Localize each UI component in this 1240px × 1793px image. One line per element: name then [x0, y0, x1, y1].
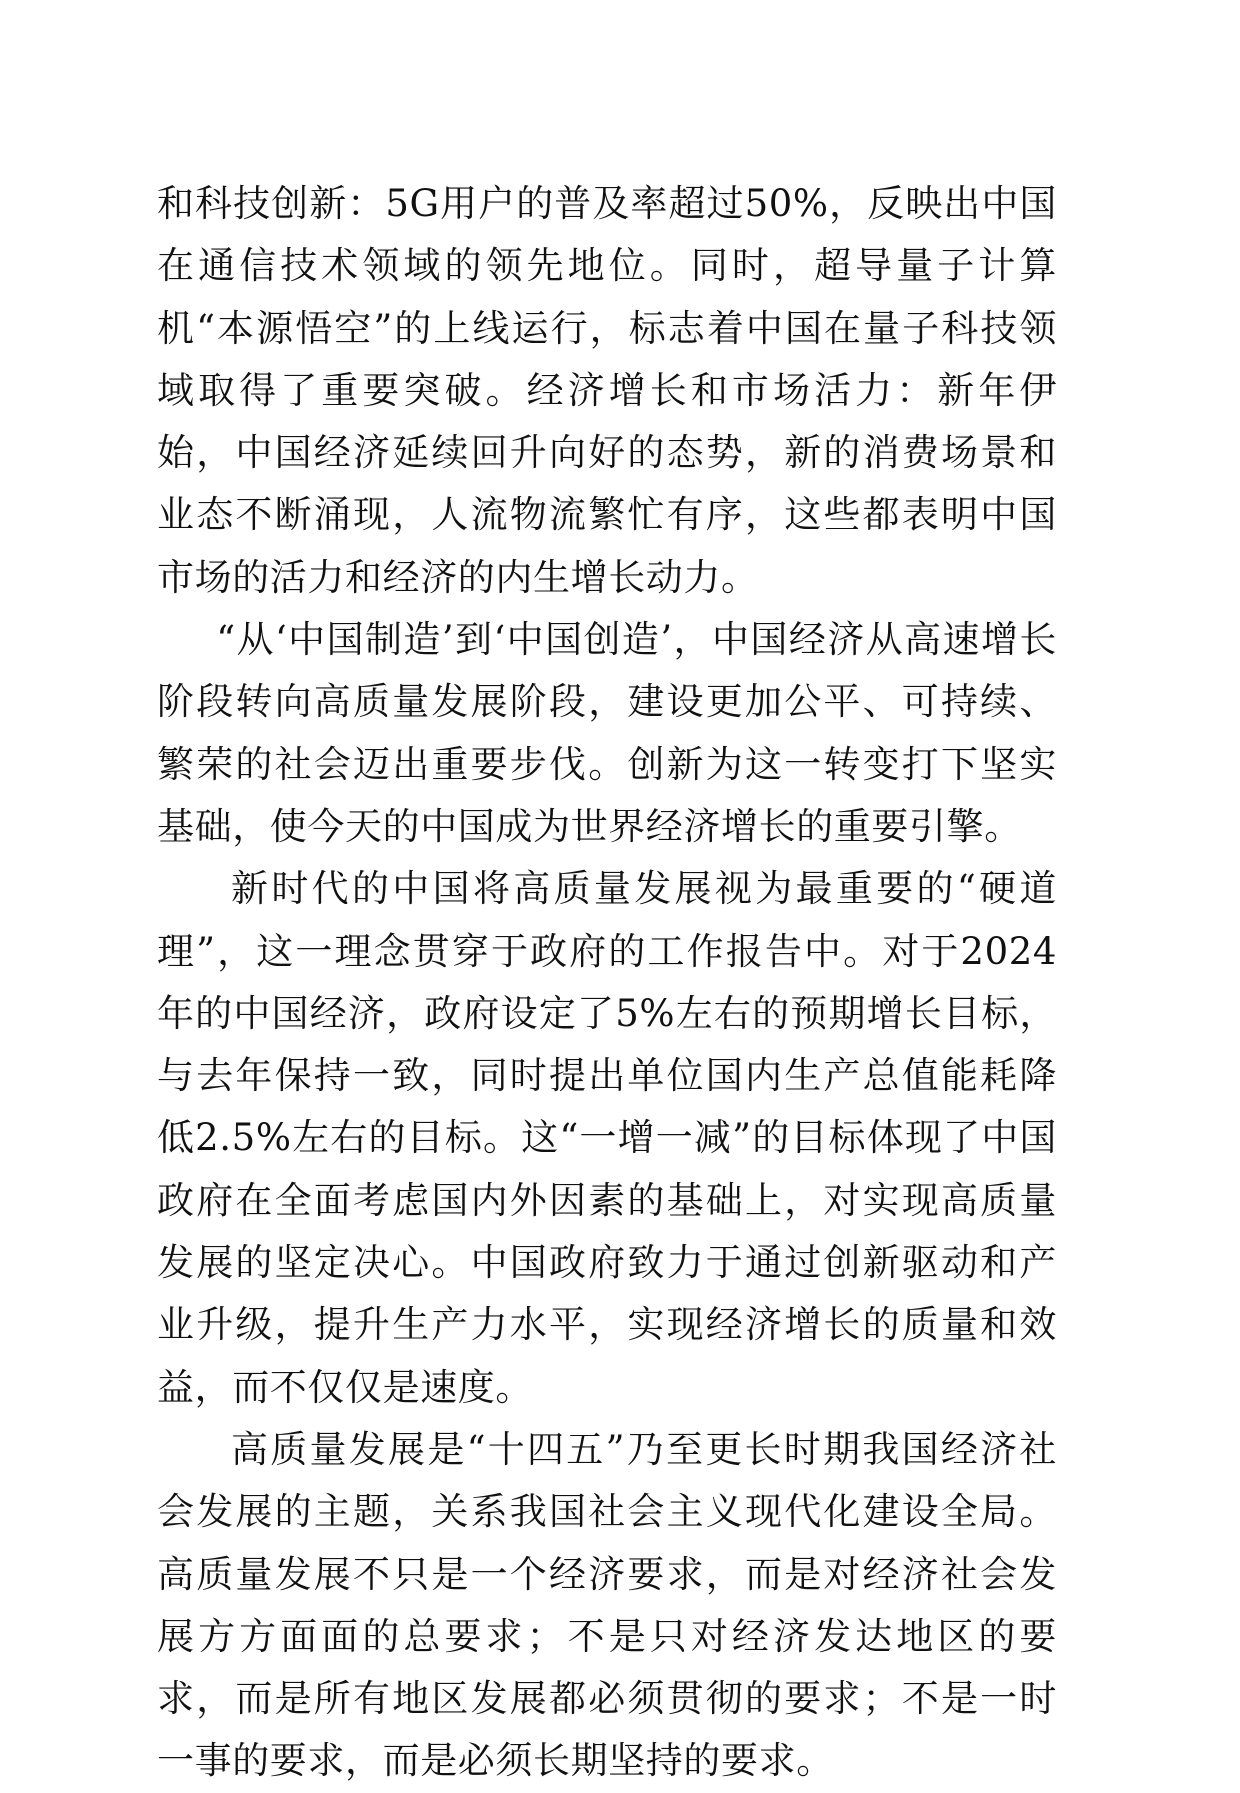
paragraph-high-quality-development: 高质量发展是“十四五”乃至更长时期我国经济社会发展的主题，关系我国社会主义现代化建设全局。高质量发展不只是一个经济要求，而是对经济社会发展方方面面的总要求；不是只对经济发达地区的要求，而是所有地区发展都必须贯彻的要求；不是一时一事的要求，而是必须长期坚持的要求。 — [157, 1427, 1057, 1783]
document-body — [157, 173, 1057, 1793]
paragraph-tech-innovation: 和科技创新：5G用户的普及率超过50%，反映出中国在通信技术领域的领先地位。同时，超导量子计算机“本源悟空”的上线运行，标志着中国在量子科技领域取得了重要突破。经济增长和市场活力：新年伊始，中国经济延续回升向好的态势，新的消费场景和业态不断涌现，人流物流繁忙有序，这些都表明中国市场的活力和经济的内生增长动力。 — [157, 182, 1057, 599]
paragraph-made-to-created: “从‘中国制造’到‘中国创造’，中国经济从高速增长阶段转向高质量发展阶段，建设更加公平、可持续、繁荣的社会迈出重要步伐。创新为这一转变打下坚实基础，使今天的中国成为世界经济增长的重要引擎。 — [157, 618, 1057, 848]
paragraph-hard-truth: 新时代的中国将高质量发展视为最重要的“硬道理”，这一理念贯穿于政府的工作报告中。对于2024年的中国经济，政府设定了5%左右的预期增长目标，与去年保持一致，同时提出单位国内生产总值能耗降低2.5%左右的目标。这“一增一减”的目标体现了中国政府在全面考虑国内外因素的基础上，对实现高质量发展的坚定决心。中国政府致力于通过创新驱动和产业升级，提升生产力水平，实现经济增长的质量和效益，而不仅仅是速度。 — [157, 867, 1057, 1409]
